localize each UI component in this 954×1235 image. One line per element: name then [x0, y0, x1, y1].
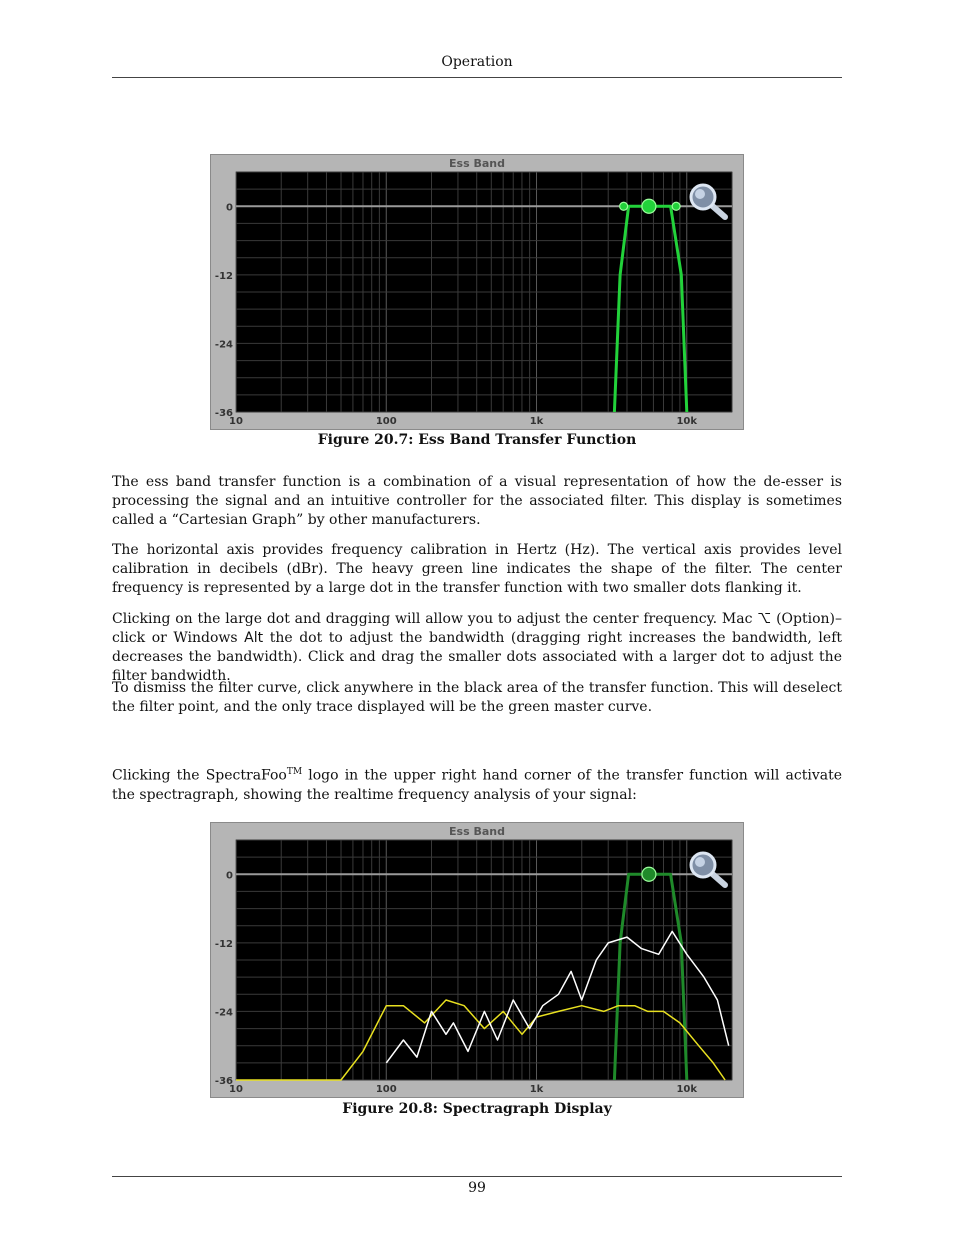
figure-caption: Figure 20.8: Spectragraph Display: [342, 1101, 612, 1117]
y-tick-label: -12: [214, 938, 233, 950]
running-header: Operation: [441, 54, 513, 70]
header-rule: [112, 77, 842, 78]
y-tick-label: 0: [226, 870, 233, 882]
trademark: TM: [286, 767, 303, 777]
ess-band-transfer-function[interactable]: [210, 154, 744, 430]
y-tick-label: -12: [214, 270, 233, 282]
y-tick-label: -36: [214, 1076, 233, 1087]
y-tick-label: -24: [214, 339, 233, 351]
figure-caption: Figure 20.7: Ess Band Transfer Function: [317, 432, 637, 448]
alt-key: Alt: [244, 630, 264, 646]
transfer-function-plot[interactable]: [211, 155, 745, 431]
x-tick-label: 10k: [676, 416, 698, 427]
x-tick-label: 100: [375, 1084, 397, 1095]
y-tick-label: 0: [226, 202, 233, 214]
center-frequency-dot: [642, 867, 656, 881]
center-frequency-dot: [642, 199, 656, 213]
paragraph: To dismiss the filter curve, click anywhere in the black area of the transfer function. This will deselect the filter point, and the only trace displayed will be the green master curve.: [112, 680, 842, 715]
magnifier-glint: [695, 189, 705, 199]
x-tick-label: 1k: [529, 1084, 544, 1095]
paragraph: The ess band transfer function is a combination of a visual representation of how the de-esser is processing the signal and an intuitive controller for the associated filter. This display is sometimes called a “Cartesian Graph” by other manufacturers.: [112, 474, 842, 528]
page-number: 99: [468, 1180, 486, 1196]
x-tick-label: 100: [375, 416, 397, 427]
y-tick-label: -36: [214, 408, 233, 419]
footer-rule: [112, 1176, 842, 1177]
x-tick-label: 10: [229, 1084, 243, 1095]
x-tick-label: 10: [229, 416, 243, 427]
paragraph: The horizontal axis provides frequency calibration in Hertz (Hz). The vertical axis provides level calibration in decibels (dBr). The heavy green line indicates the shape of the filter. The center frequency is represented by a large dot in the transfer function with two smaller dots flanking it.: [112, 542, 842, 596]
x-tick-label: 1k: [529, 416, 544, 427]
panel-title: Ess Band: [449, 825, 505, 838]
y-tick-label: -24: [214, 1007, 233, 1019]
x-tick-label: 10k: [676, 1084, 698, 1095]
panel-title: Ess Band: [449, 157, 505, 170]
paragraph: Clicking on the large dot and dragging will allow you to adjust the center frequency. Mac ⌥ (Option)–click or Windows Alt the dot to adjust the bandwidth (dragging right increases the bandwidth, left decreases the bandwidth). Click and drag the smaller dots associated with a larger dot to adjust the filter bandwidth.: [112, 611, 843, 684]
paragraph: Clicking the SpectraFoo™ logo in the upper right hand corner of the transfer function will activate the spectragraph, showing the realtime frequency analysis of your signal:: [112, 767, 842, 803]
spectragraph-display[interactable]: [210, 822, 744, 1098]
bandwidth-dot: [620, 202, 628, 210]
spectragraph-plot[interactable]: [211, 823, 745, 1099]
magnifier-glint: [695, 857, 705, 867]
bandwidth-dot: [672, 202, 680, 210]
